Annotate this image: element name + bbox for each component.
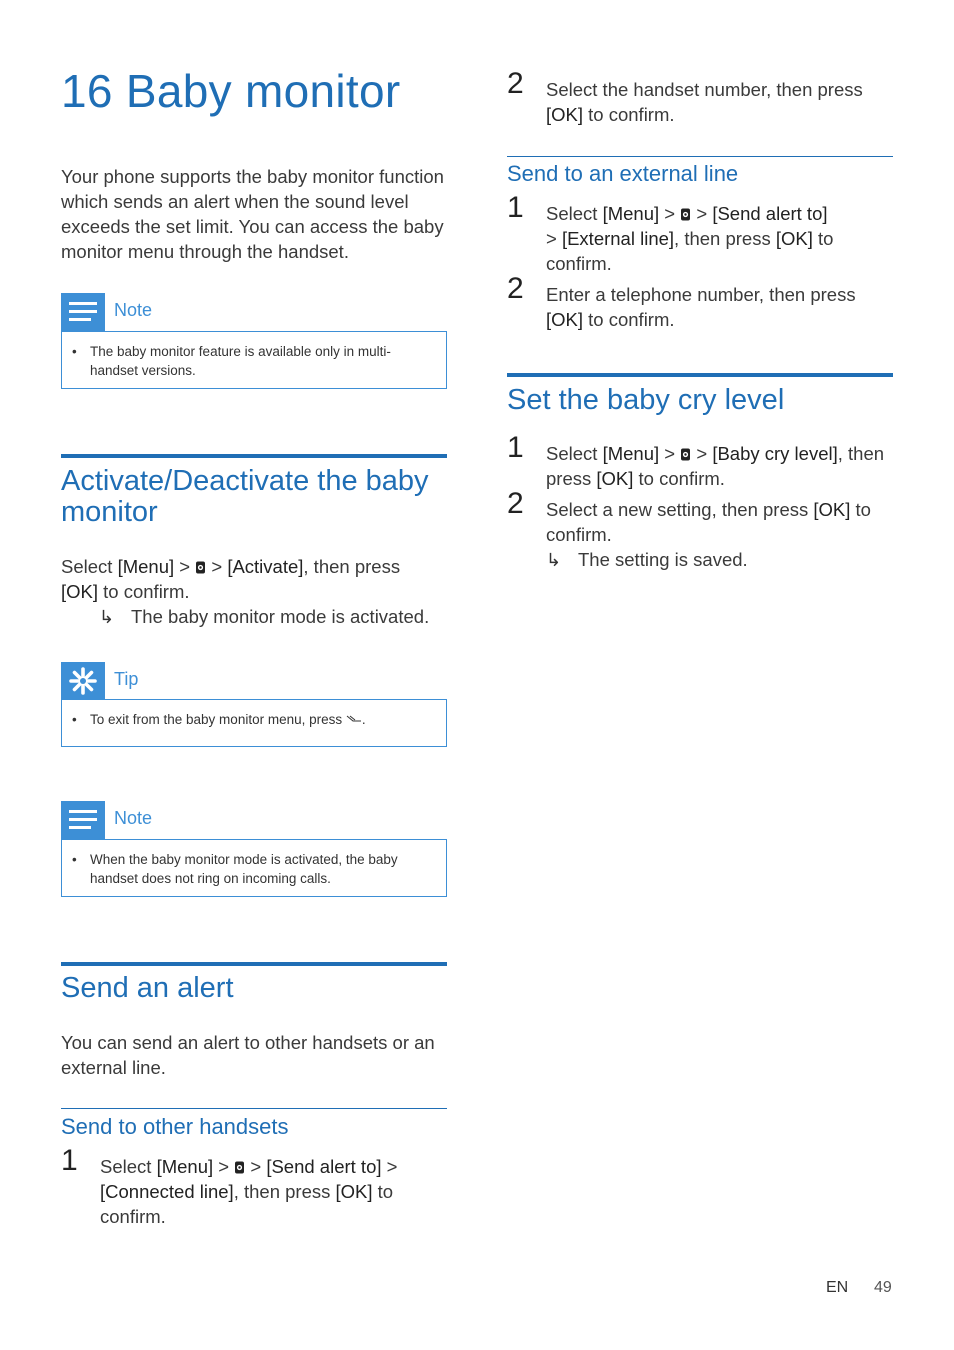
confirm-text: to confirm.: [588, 309, 675, 330]
confirm-text: confirm.: [546, 524, 612, 545]
note-header: [61, 801, 447, 839]
separator: >: [218, 1156, 230, 1177]
step-item: [507, 191, 893, 276]
step-number: 2: [507, 272, 524, 305]
step-instruction: Select a new setting, then press: [546, 499, 809, 520]
menu-key: [Menu]: [156, 1156, 214, 1177]
send-alert-intro: You can send an alert to other handsets or an external line.: [61, 1032, 435, 1078]
confirm-text: to confirm.: [638, 468, 725, 489]
note-header: [61, 293, 447, 331]
activate-instructions: [61, 554, 447, 630]
step-item: [507, 67, 893, 127]
section-rule: [507, 373, 893, 377]
separator: >: [386, 1156, 398, 1177]
section-rule: [61, 962, 447, 966]
note-item: [62, 332, 446, 380]
intro-paragraph: Your phone supports the baby monitor function which sends an alert when the sound level exceeds the set limit. You can access the baby monitor menu through the handset.: [61, 166, 444, 262]
activate-result: The baby monitor mode is activated.: [131, 606, 430, 627]
section-rule: [61, 454, 447, 458]
select-text: Select: [100, 1156, 152, 1177]
step-item: [61, 1144, 447, 1229]
baby-cry-level-option: [Baby cry level]: [712, 443, 838, 464]
menu-key: [Menu]: [117, 556, 175, 577]
step-number: 2: [507, 67, 524, 100]
subsection-rule: [61, 1108, 447, 1109]
note-text: The baby monitor feature is available only in multi-handset versions.: [90, 344, 391, 378]
tip-icon: [61, 662, 105, 700]
separator: >: [696, 203, 708, 224]
bullet: •: [72, 712, 77, 727]
menu-key: [Menu]: [602, 203, 660, 224]
ok-key: [OK]: [335, 1181, 373, 1202]
separator: >: [664, 443, 676, 464]
separator: >: [179, 556, 191, 577]
baby-monitor-icon: [680, 208, 691, 221]
note-icon: [61, 801, 105, 839]
bullet: •: [72, 344, 77, 359]
note-box: [61, 839, 447, 897]
left-column: [61, 0, 447, 1350]
tip-label: Tip: [114, 669, 139, 689]
separator: >: [546, 228, 557, 249]
step-number: 1: [507, 431, 524, 464]
step-instruction: Enter a telephone number, then press: [546, 284, 856, 305]
ok-key: [OK]: [546, 104, 584, 125]
footer-language: EN: [826, 1279, 849, 1296]
note-icon: [61, 293, 105, 331]
baby-monitor-icon: [680, 448, 691, 461]
to-text: to: [855, 499, 871, 520]
tip-item: • To exit from the baby monitor menu, press .: [72, 712, 366, 727]
result-arrow-icon: ↳: [99, 607, 115, 627]
other-handsets-heading: Send to other handsets: [61, 1114, 289, 1139]
separator: >: [211, 556, 223, 577]
step-number: 1: [507, 191, 524, 224]
right-column: [507, 0, 893, 1350]
cry-level-heading: Set the baby cry level: [507, 384, 785, 416]
note-box: [61, 331, 447, 389]
separator: >: [250, 1156, 262, 1177]
separator: >: [696, 443, 708, 464]
page-title: 16 Baby monitor: [61, 65, 401, 117]
then-press-text: , then press: [674, 228, 771, 249]
tip-text: To exit from the baby monitor menu, press: [90, 712, 343, 727]
step-item: [507, 431, 893, 491]
tip-header: [61, 662, 447, 700]
baby-monitor-icon: [234, 1161, 245, 1174]
step-text: [546, 282, 893, 332]
tip-box: [61, 699, 447, 747]
bullet: •: [72, 852, 77, 867]
then-press-text: , then press: [303, 556, 401, 577]
then-text: , then: [837, 443, 885, 464]
end-call-icon: [346, 714, 362, 724]
subsection-rule: [507, 156, 893, 157]
confirm-text: to confirm.: [100, 1181, 394, 1227]
menu-key: [Menu]: [602, 443, 660, 464]
send-alert-option: [Send alert to]: [266, 1156, 382, 1177]
ok-key: [OK]: [596, 468, 634, 489]
ok-key: [OK]: [775, 228, 813, 249]
confirm-text: to confirm.: [588, 104, 675, 125]
step-number: 1: [61, 1144, 78, 1177]
external-line-option: [External line]: [561, 228, 675, 249]
step-text: [546, 77, 893, 127]
step-item: [507, 272, 893, 332]
step-number: 2: [507, 487, 524, 520]
select-text: Select: [61, 556, 113, 577]
step-item: [507, 487, 893, 573]
confirm-text: to confirm.: [103, 581, 190, 602]
select-text: Select: [546, 203, 598, 224]
note-label: Note: [114, 808, 153, 828]
ok-key: [OK]: [546, 309, 584, 330]
to-text: to: [818, 228, 834, 249]
step-text: [546, 441, 893, 491]
step-text: [100, 1154, 447, 1229]
note-label: Note: [114, 300, 153, 320]
send-alert-heading: Send an alert: [61, 972, 234, 1004]
connected-line-option: [Connected line]: [100, 1181, 234, 1202]
press-text: press: [546, 468, 592, 489]
confirm-text: confirm.: [546, 253, 612, 274]
step-text: [546, 497, 893, 573]
note-text: When the baby monitor mode is activated, the baby handset does not ring on incoming calls.: [90, 852, 398, 886]
activate-option: [Activate]: [227, 556, 304, 577]
send-alert-option: [Send alert to]: [712, 203, 828, 224]
ok-key: [OK]: [813, 499, 851, 520]
cry-level-result: The setting is saved.: [578, 549, 748, 570]
baby-monitor-icon: [195, 561, 206, 574]
select-text: Select: [546, 443, 598, 464]
note-item: [62, 840, 446, 888]
step-text: [546, 201, 893, 276]
result-arrow-icon: ↳: [546, 550, 562, 570]
activate-heading: Activate/Deactivate the baby monitor: [61, 465, 429, 528]
then-press-text: , then press: [233, 1181, 331, 1202]
external-line-heading: Send to an external line: [507, 161, 739, 186]
page-number: 49: [874, 1279, 892, 1296]
ok-key: [OK]: [61, 581, 99, 602]
separator: >: [664, 203, 676, 224]
step-instruction: Select the handset number, then press: [546, 79, 863, 100]
